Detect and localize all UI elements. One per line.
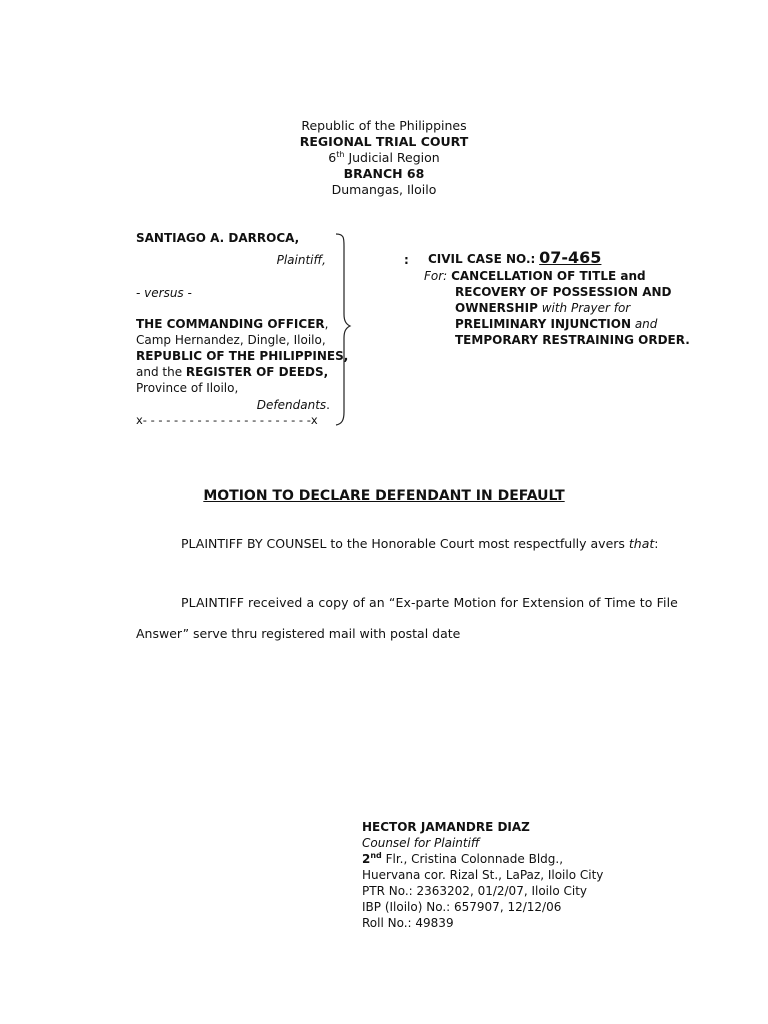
and-text: and xyxy=(631,317,658,331)
case-subject-line5: TEMPORARY RESTRAINING ORDER. xyxy=(455,333,690,347)
civil-case-number xyxy=(428,250,601,267)
versus-label: - versus - xyxy=(136,286,192,300)
region-label: Judicial Region xyxy=(344,150,440,165)
region-suffix: th xyxy=(336,150,345,159)
case-subject-line1: CANCELLATION OF TITLE and xyxy=(451,269,646,283)
defendant-commanding-officer xyxy=(136,316,328,332)
case-subject-line4 xyxy=(455,316,657,332)
paragraph-1-text: PLAINTIFF BY COUNSEL to the Honorable Court most respectfully avers xyxy=(181,536,629,551)
plaintiff-role: Plaintiff, xyxy=(276,253,326,267)
court-name: REGIONAL TRIAL COURT xyxy=(299,134,469,149)
floor-number: 2 xyxy=(362,852,371,866)
paragraph-1-colon: : xyxy=(654,536,659,551)
register-name: REGISTER OF DEEDS, xyxy=(185,365,329,379)
court-location: Dumangas, Iloilo xyxy=(331,182,437,197)
counsel-address-line1 xyxy=(362,851,563,867)
building-text: Flr., Cristina Colonnade Bldg., xyxy=(381,852,564,866)
commanding-officer-title: THE COMMANDING OFFICER xyxy=(136,317,325,331)
counsel-ibp: IBP (Iloilo) No.: 657907, 12/12/06 xyxy=(362,900,562,914)
defendants-label: Defendants xyxy=(256,398,327,412)
region-number: 6 xyxy=(328,150,337,165)
case-subject-line3 xyxy=(455,300,630,316)
defendants-period: . xyxy=(326,398,330,412)
defendant-republic: REPUBLIC OF THE PHILIPPINES, xyxy=(136,349,349,363)
motion-title: MOTION TO DECLARE DEFENDANT IN DEFAULT xyxy=(203,488,565,504)
with-prayer-text: with Prayer for xyxy=(537,301,631,315)
case-subject-line2: RECOVERY OF POSSESSION AND xyxy=(455,285,672,299)
paragraph-1 xyxy=(181,536,659,551)
paragraph-1-that: that xyxy=(628,536,655,551)
caption-bracket xyxy=(332,232,354,428)
counsel-address-line2: Huervana cor. Rizal St., LaPaz, Iloilo City xyxy=(362,868,604,882)
defendant-province: Province of Iloilo, xyxy=(136,381,239,395)
paragraph-2-line2: Answer” serve thru registered mail with postal date xyxy=(136,626,461,641)
for-label: For: xyxy=(424,269,448,283)
case-for-line xyxy=(424,268,646,284)
counsel-role: Counsel for Plaintiff xyxy=(362,836,480,850)
court-region xyxy=(0,150,768,166)
case-number-value: 07-465 xyxy=(539,248,602,267)
defendant-register-of-deeds xyxy=(136,364,328,380)
counsel-ptr: PTR No.: 2363202, 01/2/07, Iloilo City xyxy=(362,884,588,898)
case-colon: : xyxy=(404,253,409,267)
ownership-text: OWNERSHIP xyxy=(455,301,538,315)
court-republic: Republic of the Philippines xyxy=(301,118,467,133)
plaintiff-name: SANTIAGO A. DARROCA, xyxy=(136,231,300,245)
caption-x-line: x- - - - - - - - - - - - - - - - - - - - - -x xyxy=(136,413,318,427)
paragraph-2-line1: PLAINTIFF received a copy of an “Ex-parte Motion for Extension of Time to File xyxy=(181,595,678,610)
preliminary-injunction-text: PRELIMINARY INJUNCTION xyxy=(455,317,631,331)
defendant-camp-address: Camp Hernandez, Dingle, Iloilo, xyxy=(136,333,326,347)
counsel-roll: Roll No.: 49839 xyxy=(362,916,454,930)
commanding-officer-comma: , xyxy=(324,317,329,331)
counsel-name: HECTOR JAMANDRE DIAZ xyxy=(362,820,530,834)
defendants-role xyxy=(136,397,330,413)
register-prefix: and the xyxy=(136,365,186,379)
floor-suffix: nd xyxy=(370,851,382,860)
court-branch: BRANCH 68 xyxy=(343,166,425,181)
civil-case-label: CIVIL CASE NO.: xyxy=(428,252,536,266)
